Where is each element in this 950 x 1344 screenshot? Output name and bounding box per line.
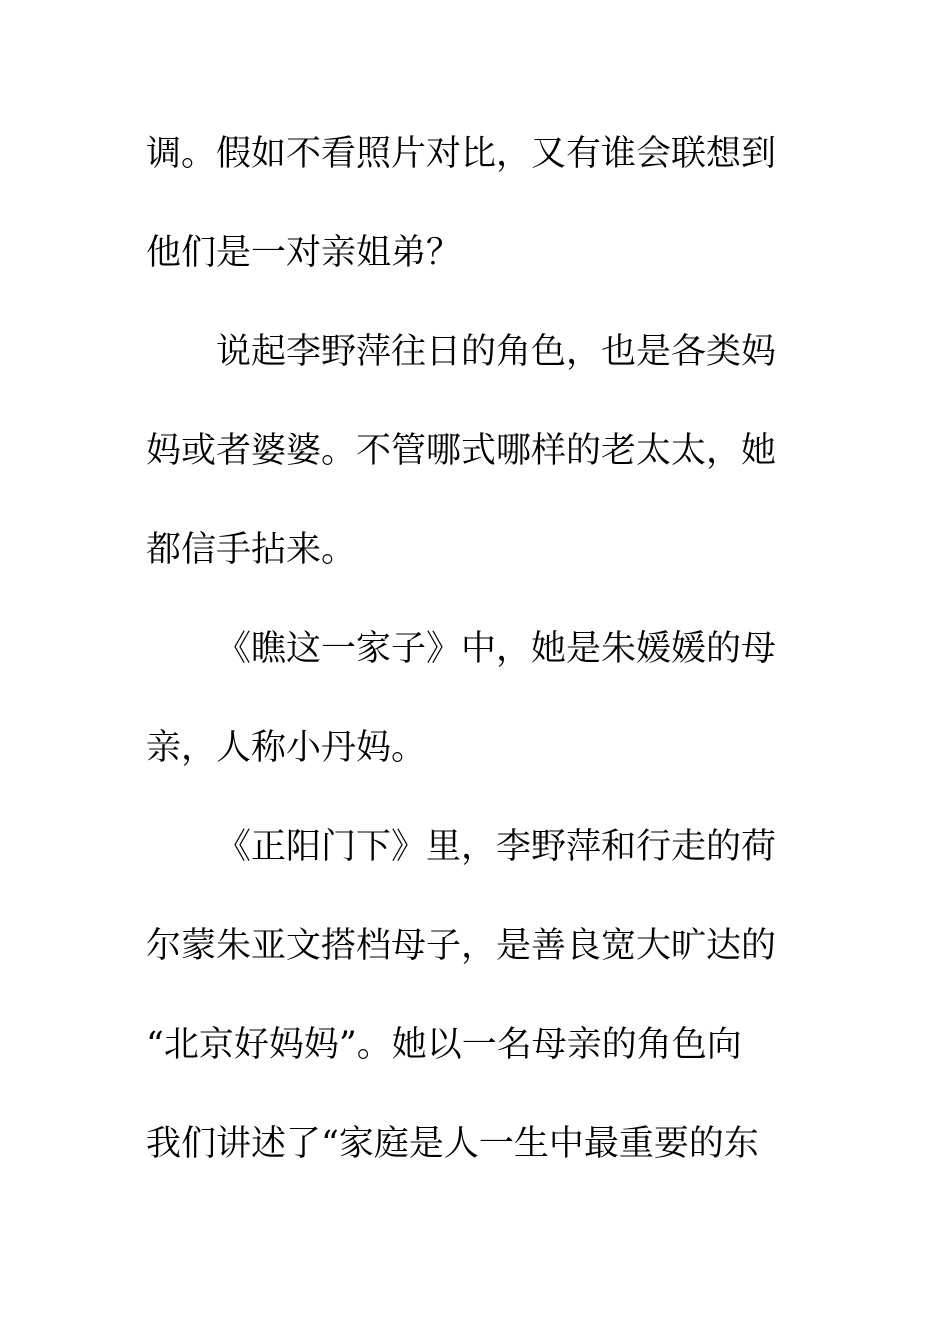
paragraph-start-line: 《瞧这一家子》中，她是朱媛媛的母 xyxy=(216,629,777,669)
text-line: 都信手拈来。 xyxy=(146,530,357,570)
text-line: 我们讲述了“家庭是人一生中最重要的东 xyxy=(146,1124,759,1164)
text-line: 他们是一对亲姐弟？ xyxy=(146,233,462,273)
text-line: 妈或者婆婆。不管哪式哪样的老太太，她 xyxy=(146,431,777,471)
text-line: 调。假如不看照片对比，又有谁会联想到 xyxy=(146,134,777,174)
text-line: “北京好妈妈”。她以一名母亲的角色向 xyxy=(146,1025,742,1065)
body-text xyxy=(146,122,786,1211)
text-line: 尔蒙朱亚文搭档母子，是善良宽大旷达的 xyxy=(146,926,777,966)
paragraph-start-line: 《正阳门下》里，李野萍和行走的荷 xyxy=(216,827,777,867)
text-line: 亲，人称小丹妈。 xyxy=(146,728,427,768)
paragraph-start-line: 说起李野萍往日的角色，也是各类妈 xyxy=(216,332,777,372)
